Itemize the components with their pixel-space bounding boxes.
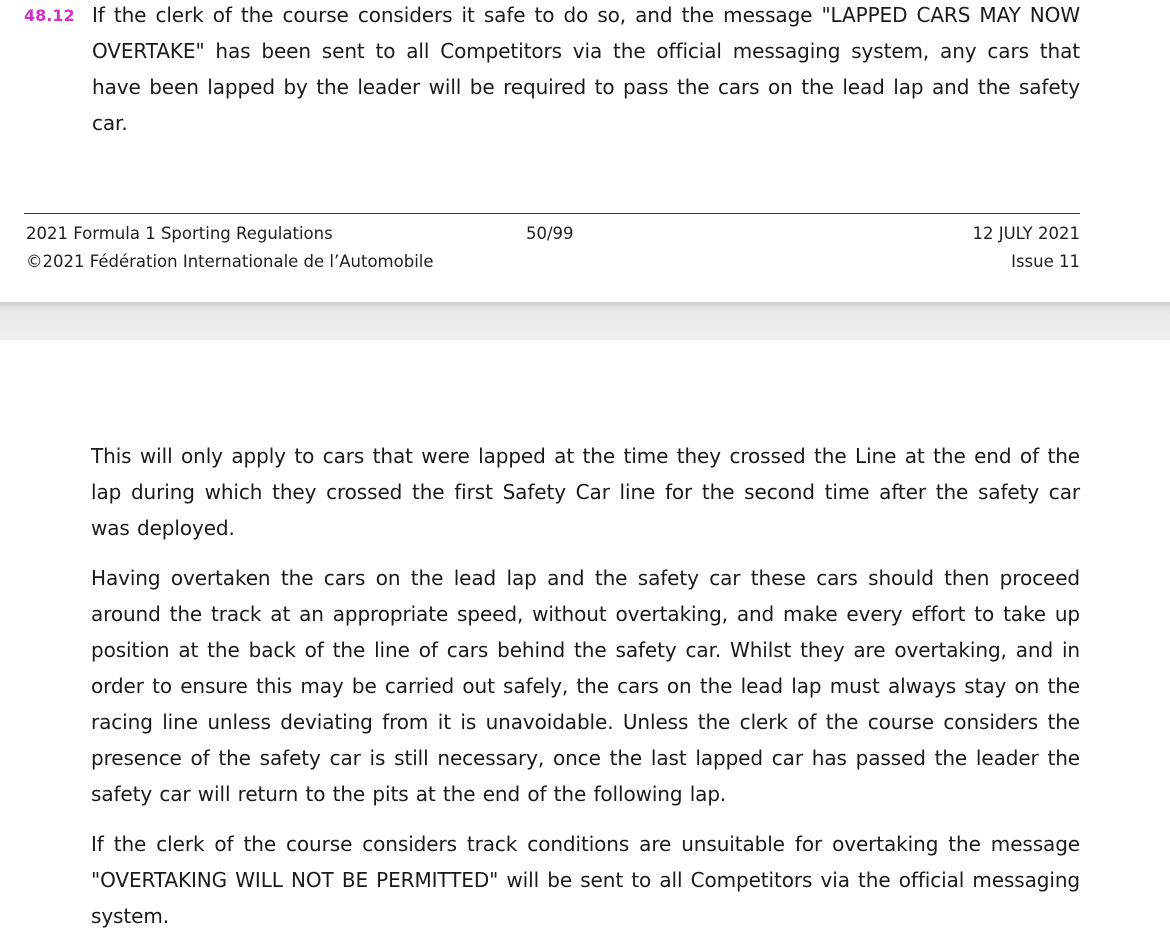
- footer-center: [526, 220, 574, 248]
- clause-number: 48.12: [24, 6, 75, 25]
- body-paragraph: Having overtaken the cars on the lead lap and the safety car these cars should then proceed around the track at an appropriate speed, without overtaking, and make every effort to take up position at the back of the line of cars behind the safety car. Whilst they are overtaking, and in order to ensure this may be carried out safely, the cars on the lead lap must always stay on the racing line unless deviating from it is unavoidable. Unless the clerk of the course considers the presence of the safety car is still necessary, once the last lapped car has passed the leader the safety car will return to the pits at the end of the following lap.: [91, 566, 1080, 806]
- footer-date: 12 JULY 2021: [972, 224, 1080, 243]
- footer-document-title: 2021 Formula 1 Sporting Regulations: [26, 224, 333, 243]
- footer-left: [26, 220, 434, 276]
- page-separator: [0, 302, 1170, 341]
- footer-divider: [24, 213, 1080, 214]
- footer-right: [973, 220, 1081, 276]
- document-page-50: [0, 0, 1170, 302]
- body-paragraph: This will only apply to cars that were lapped at the time they crossed the Line at the end of the lap during which they crossed the first Safety Car line for the second time after the safety car was deployed.: [91, 444, 1080, 540]
- footer-copyright: ©2021 Fédération Internationale de l’Automobile: [26, 252, 434, 271]
- document-page-51: [0, 340, 1170, 944]
- footer-issue: Issue 11: [1011, 252, 1080, 271]
- clause-text: If the clerk of the course considers it safe to do so, and the message "LAPPED CARS MAY NOW OVERTAKE" has been sent to all Competitors via the official messaging system, any cars that have been lapped by the leader will be required to pass the cars on the lead lap and the safety car.: [92, 3, 1080, 135]
- body-paragraph: If the clerk of the course considers track conditions are unsuitable for overtaking the message "OVERTAKING WILL NOT BE PERMITTED" will be sent to all Competitors via the official messaging system.: [91, 832, 1080, 928]
- footer-page-number: 50/99: [526, 224, 574, 243]
